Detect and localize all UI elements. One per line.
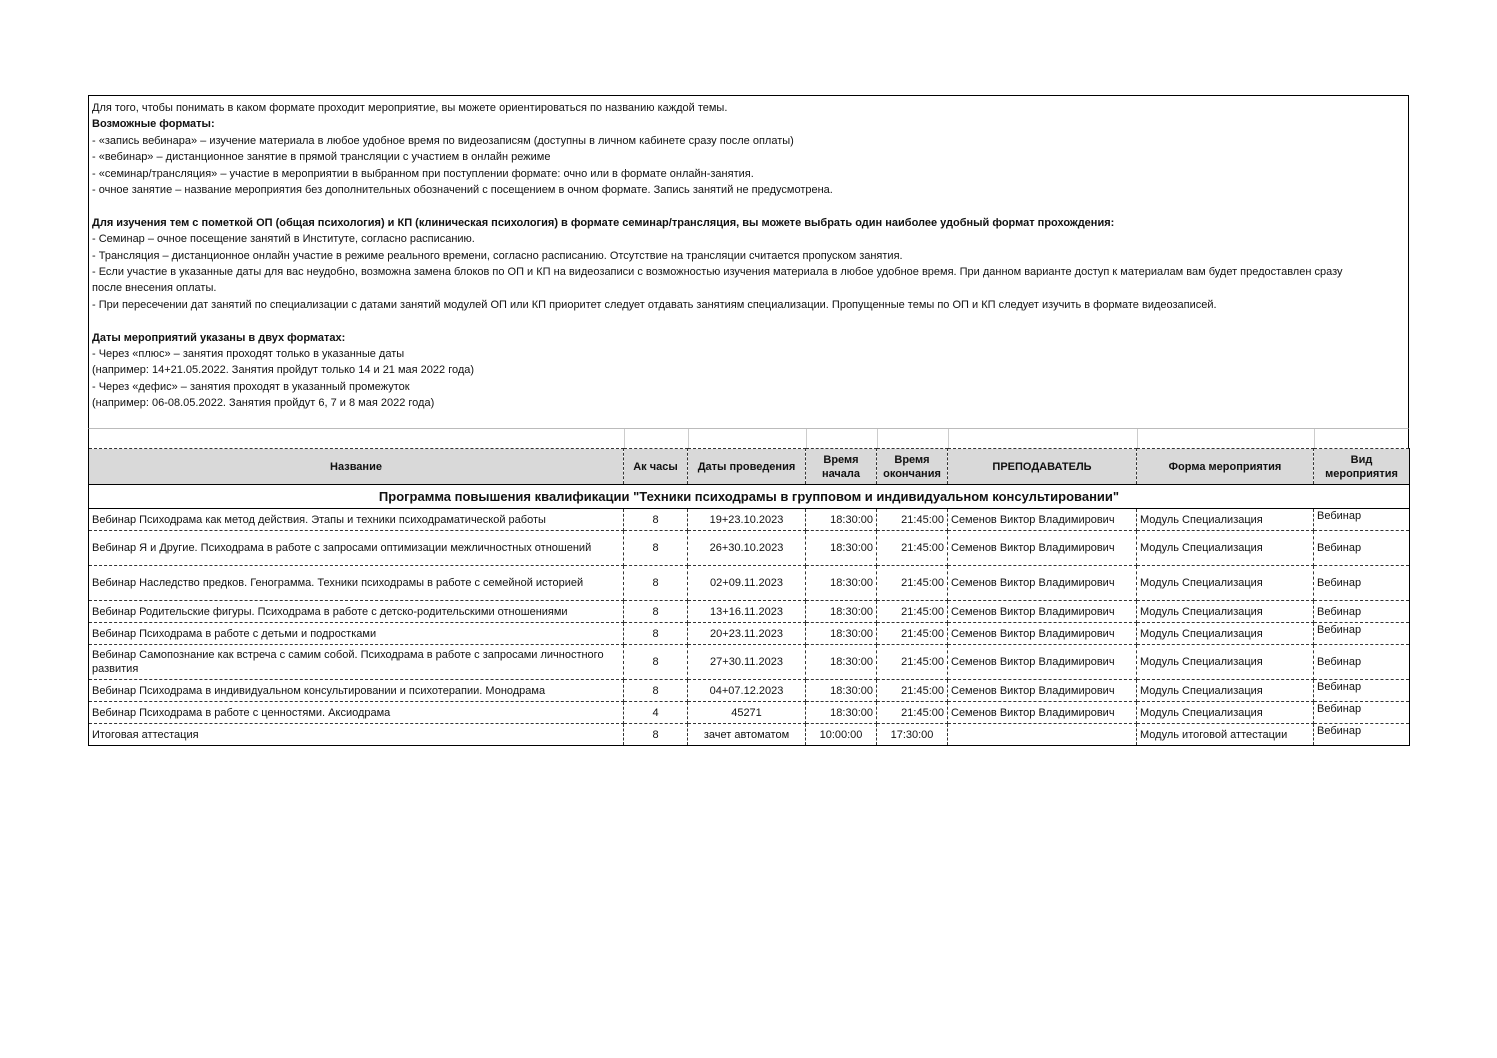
- format-item: - «запись вебинара» – изучение материала в любое удобное время по видеозаписям (доступны в личном кабинете сразу после оплаты): [92, 134, 794, 147]
- cell-end: 21:45:00: [877, 509, 948, 531]
- cell-dates: 45271: [688, 702, 806, 724]
- cell-teacher: Семенов Виктор Владимирович: [948, 566, 1137, 601]
- cell-end: 21:45:00: [877, 566, 948, 601]
- program-title: Программа повышения квалификации "Техники психодрамы в групповом и индивидуальном консультировании": [89, 485, 1410, 509]
- table-row: [89, 509, 1410, 531]
- cell-dates: 27+30.11.2023: [688, 645, 806, 680]
- cell-hours: 8: [624, 645, 688, 680]
- cell-teacher: Семенов Виктор Владимирович: [948, 509, 1137, 531]
- cell-form: Модуль Специализация: [1137, 601, 1314, 623]
- cell-form: Модуль Специализация: [1137, 566, 1314, 601]
- cell-name: Вебинар Психодрама в работе с детьми и подростками: [89, 623, 624, 645]
- cell-hours: 8: [624, 601, 688, 623]
- table-row: [89, 724, 1410, 746]
- cell-form: Модуль итоговой аттестации: [1137, 724, 1314, 746]
- format-item: - «семинар/трансляция» – участие в мероприятии в выбранном при поступлении формате: очно или в формате онлайн-занятия.: [92, 167, 754, 180]
- cell-end: 21:45:00: [877, 531, 948, 566]
- cell-name: Вебинар Наследство предков. Генограмма. Техники психодрамы в работе с семейной историей: [89, 566, 624, 601]
- op-kp-item: - Семинар – очное посещение занятий в Институте, согласно расписанию.: [92, 233, 475, 246]
- cell-form: Модуль Специализация: [1137, 509, 1314, 531]
- cell-start: 18:30:00: [806, 623, 877, 645]
- col-header-hours: Ак часы: [624, 449, 688, 485]
- dates-item: - Через «плюс» – занятия проходят только в указанные даты: [92, 348, 405, 361]
- op-kp-item: - Трансляция – дистанционное онлайн участие в режиме реального времени, согласно расписанию. Отсутствие на трансляции считается пропуском занятия.: [92, 249, 903, 262]
- table-row: [89, 566, 1410, 601]
- col-header-end: Время окончания: [877, 449, 948, 485]
- cell-end: 21:45:00: [877, 645, 948, 680]
- program-table: [88, 448, 1410, 746]
- cell-form: Модуль Специализация: [1137, 531, 1314, 566]
- cell-start: 10:00:00: [806, 724, 877, 746]
- cell-name: Итоговая аттестация: [89, 724, 624, 746]
- cell-start: 18:30:00: [806, 645, 877, 680]
- table-row: [89, 680, 1410, 702]
- cell-dates: зачет автоматом: [688, 724, 806, 746]
- cell-kind: Вебинар: [1314, 645, 1410, 680]
- cell-teacher: Семенов Виктор Владимирович: [948, 601, 1137, 623]
- op-kp-item: - Если участие в указанные даты для вас неудобно, возможна замена блоков по ОП и КП на видеозаписи с возможностью изучения материала в любое удобное время. При данном варианте доступ к материалам вам будет предоставлен сразу после внесения оплаты.: [92, 266, 1343, 295]
- cell-form: Модуль Специализация: [1137, 623, 1314, 645]
- cell-dates: 02+09.11.2023: [688, 566, 806, 601]
- cell-end: 17:30:00: [877, 724, 948, 746]
- cell-start: 18:30:00: [806, 509, 877, 531]
- cell-kind: Вебинар: [1314, 566, 1410, 601]
- cell-end: 21:45:00: [877, 702, 948, 724]
- table-row: [89, 645, 1410, 680]
- col-header-start: Время начала: [806, 449, 877, 485]
- col-header-form: Форма мероприятия: [1137, 449, 1314, 485]
- cell-hours: 4: [624, 702, 688, 724]
- cell-form: Модуль Специализация: [1137, 702, 1314, 724]
- cell-dates: 13+16.11.2023: [688, 601, 806, 623]
- table-row: [89, 623, 1410, 645]
- cell-kind: Вебинар: [1314, 623, 1410, 645]
- cell-start: 18:30:00: [806, 531, 877, 566]
- cell-teacher: Семенов Виктор Владимирович: [948, 623, 1137, 645]
- cell-end: 21:45:00: [877, 601, 948, 623]
- cell-dates: 20+23.11.2023: [688, 623, 806, 645]
- format-item: - очное занятие – название мероприятия без дополнительных обозначений с посещением в очном формате. Запись занятий не предусмотрена.: [92, 184, 833, 197]
- cell-teacher: Семенов Виктор Владимирович: [948, 645, 1137, 680]
- cell-teacher: Семенов Виктор Владимирович: [948, 531, 1137, 566]
- cell-kind: Вебинар: [1314, 680, 1410, 702]
- cell-hours: 8: [624, 724, 688, 746]
- col-header-dates: Даты проведения: [688, 449, 806, 485]
- table-row: [89, 702, 1410, 724]
- cell-end: 21:45:00: [877, 623, 948, 645]
- cell-dates: 26+30.10.2023: [688, 531, 806, 566]
- intro-line: Для того, чтобы понимать в каком формате проходит мероприятие, вы можете ориентироваться по названию каждой темы.: [92, 102, 728, 114]
- formats-heading: Возможные форматы:: [92, 118, 215, 131]
- cell-start: 18:30:00: [806, 566, 877, 601]
- op-kp-heading: Для изучения тем с пометкой ОП (общая психология) и КП (клиническая психология) в формате семинар/трансляция, вы можете выбрать один наиболее удобный формат прохождения:: [92, 216, 1115, 229]
- cell-teacher: [948, 724, 1137, 746]
- col-header-name: Название: [89, 449, 624, 485]
- cell-end: 21:45:00: [877, 680, 948, 702]
- cell-hours: 8: [624, 509, 688, 531]
- cell-teacher: Семенов Виктор Владимирович: [948, 702, 1137, 724]
- cell-form: Модуль Специализация: [1137, 680, 1314, 702]
- cell-kind: Вебинар: [1314, 509, 1410, 531]
- cell-dates: 04+07.12.2023: [688, 680, 806, 702]
- spacer-row: [88, 428, 1409, 448]
- cell-start: 18:30:00: [806, 702, 877, 724]
- cell-name: Вебинар Я и Другие. Психодрама в работе с запросами оптимизации межличностных отношений: [89, 531, 624, 566]
- dates-item: - Через «дефис» – занятия проходят в указанный промежуток: [92, 380, 410, 393]
- cell-start: 18:30:00: [806, 680, 877, 702]
- cell-hours: 8: [624, 531, 688, 566]
- cell-form: Модуль Специализация: [1137, 645, 1314, 680]
- col-header-kind: Вид мероприятия: [1314, 449, 1410, 485]
- cell-name: Вебинар Психодрама как метод действия. Этапы и техники психодраматической работы: [89, 509, 624, 531]
- cell-teacher: Семенов Виктор Владимирович: [948, 680, 1137, 702]
- cell-name: Вебинар Психодрама в индивидуальном консультировании и психотерапии. Монодрама: [89, 680, 624, 702]
- dates-item: (например: 14+21.05.2022. Занятия пройдут только 14 и 21 мая 2022 года): [92, 364, 475, 377]
- op-kp-item: - При пересечении дат занятий по специализации с датами занятий модулей ОП или КП приоритет следует отдавать занятиям специализации. Пропущенные темы по ОП и КП следует изучить в формате видеозаписей.: [92, 298, 1217, 311]
- table-row: [89, 601, 1410, 623]
- format-item: - «вебинар» – дистанционное занятие в прямой трансляции с участием в онлайн режиме: [92, 151, 551, 164]
- cell-name: Вебинар Психодрама в работе с ценностями. Аксиодрама: [89, 702, 624, 724]
- cell-kind: Вебинар: [1314, 724, 1410, 746]
- cell-name: Вебинар Родительские фигуры. Психодрама в работе с детско-родительскими отношениями: [89, 601, 624, 623]
- cell-hours: 8: [624, 566, 688, 601]
- cell-dates: 19+23.10.2023: [688, 509, 806, 531]
- header-row: [89, 449, 1410, 485]
- cell-start: 18:30:00: [806, 601, 877, 623]
- col-header-teacher: ПРЕПОДАВАТЕЛЬ: [948, 449, 1137, 485]
- cell-name: Вебинар Самопознание как встреча с самим собой. Психодрама в работе с запросами личностного развития: [89, 645, 624, 680]
- cell-kind: Вебинар: [1314, 702, 1410, 724]
- table-row: [89, 531, 1410, 566]
- cell-hours: 8: [624, 680, 688, 702]
- dates-heading: Даты мероприятий указаны в двух форматах:: [92, 331, 346, 344]
- cell-hours: 8: [624, 623, 688, 645]
- dates-item: (например: 06-08.05.2022. Занятия пройдут 6, 7 и 8 мая 2022 года): [92, 397, 435, 410]
- cell-kind: Вебинар: [1314, 531, 1410, 566]
- intro-notes: [88, 95, 1409, 428]
- cell-kind: Вебинар: [1314, 601, 1410, 623]
